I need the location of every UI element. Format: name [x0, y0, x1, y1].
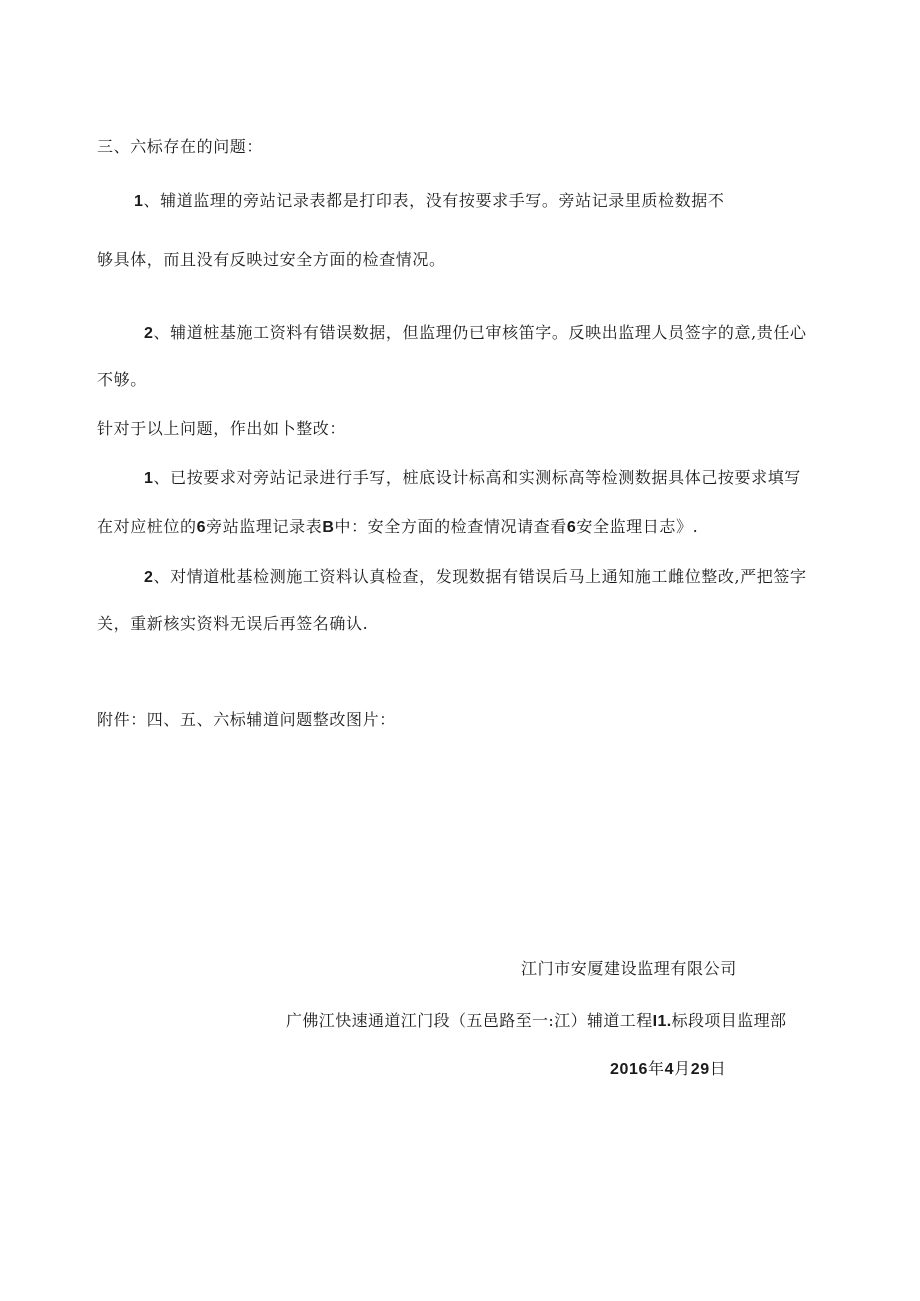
fix-1-form-number: 6	[196, 519, 207, 536]
signature-date	[610, 1058, 726, 1081]
signature-company: 江门市安厦建设监理有限公司	[521, 959, 737, 978]
fix-2-number: 2	[144, 569, 154, 586]
department-suffix: 标段项目监理部	[671, 1011, 787, 1030]
date-day-unit: 日	[709, 1059, 727, 1078]
issue-1-text: 、辅道监理的旁站记录表都是打印表，没有按要求手写。旁站记录里质检数据不	[143, 191, 725, 210]
fix-1-log-name: 安全监理日志》.	[576, 517, 699, 536]
issue-2-line-2: 不够。	[97, 370, 147, 389]
fix-1-text: 、已按要求对旁站记录进行手写，桩底设计标高和实测标高等检测数据具体己按要求填写	[153, 468, 801, 487]
date-month-unit: 月	[674, 1059, 691, 1078]
section-3-heading: 三、六标存在的问题：	[97, 137, 264, 156]
fix-1-line-2-mid: 中：安全方面的检查情况请查看	[334, 517, 567, 536]
issue-2-line-1	[144, 322, 807, 345]
fix-1-number: 1	[144, 470, 154, 487]
attachment-note: 附件：四、五、六标辅道问题整改图片：	[97, 710, 396, 729]
issue-2-text: 、辅道桩基施工资料有错误数据，但监理仍已审核笛字。反映出监理人员签字的意,贵任心	[153, 323, 807, 342]
fix-1-log-number: 6	[566, 519, 577, 536]
issue-1-line-1	[134, 190, 725, 213]
date-month: 4	[664, 1061, 675, 1078]
fix-1-line-1	[144, 467, 801, 490]
fix-2-text: 、对情道枇基检测施工资料认真检查，发现数据有错误后马上通知施工雌位整改,严把签字	[153, 567, 807, 586]
fix-2-line-1	[144, 566, 807, 589]
fix-1-line-2-prefix: 在对应桩位的	[97, 517, 197, 536]
issue-1-line-2: 够具体，而且没有反映过安全方面的检查情况。	[97, 250, 446, 269]
fix-2-line-2: 关，重新核实资料无误后再签名确认.	[97, 614, 369, 633]
rectification-heading: 针对于以上问题，作出如卜整改：	[97, 419, 347, 438]
date-year-unit: 年	[648, 1059, 665, 1078]
date-day: 29	[690, 1061, 710, 1078]
signature-department	[286, 1010, 786, 1033]
issue-1-number: 1	[134, 193, 144, 210]
department-section-code: I1.	[652, 1013, 672, 1030]
department-prefix: 广佛江快速通道江门段（五邑路至一:江）辅道工程	[286, 1011, 653, 1030]
fix-1-form-letter: B	[322, 519, 335, 536]
fix-1-form-name: 旁站监理记录表	[206, 517, 323, 536]
issue-2-number: 2	[144, 325, 154, 342]
fix-1-line-2	[97, 516, 698, 539]
date-year: 2016	[610, 1061, 648, 1078]
